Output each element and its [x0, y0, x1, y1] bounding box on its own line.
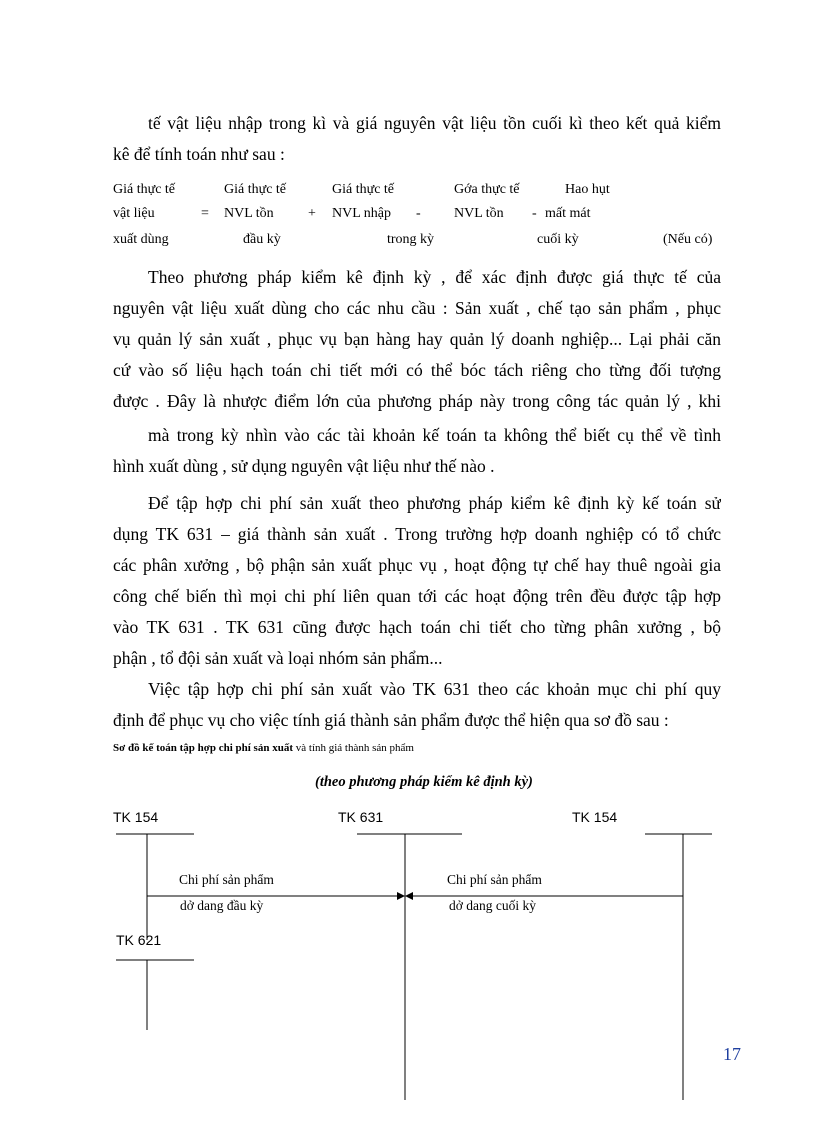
formula-col1-line3: xuất dùng	[113, 232, 169, 247]
formula-col3-line1: Giá thực tế	[332, 182, 395, 197]
paragraph-line: Việc tập hợp chi phí sản xuất vào TK 631 theo các khoản mục chi phí quy	[148, 679, 721, 699]
left-flow-label-1: Chi phí sản phẩm	[179, 872, 274, 887]
right-flow-label-1: Chi phí sản phẩm	[447, 872, 542, 887]
paragraph-line: Để tập hợp chi phí sản xuất theo phương pháp kiểm kê định kỳ kế toán sử	[148, 493, 721, 513]
left-flow-label-2: dở dang đầu kỳ	[180, 898, 264, 913]
formula-col4-line1: Gớa thực tế	[454, 182, 520, 197]
formula-col1-line1: Giá thực tế	[113, 182, 176, 197]
formula-col2-line2: NVL tồn	[224, 206, 274, 221]
paragraph-line: định để phục vụ cho việc tính giá thành sản phẩm được thể hiện qua sơ đồ sau :	[113, 710, 669, 730]
paragraph-line: nguyên vật liệu xuất dùng cho các nhu cầu : Sản xuất , chế tạo sản phẩm , phục	[113, 298, 721, 318]
right-flow-label-2: dở dang cuối kỳ	[449, 898, 536, 913]
paragraph-line: vụ quản lý sản xuất , phục vụ bạn hàng hay quản lý doanh nghiệp... Lại phải căn	[113, 329, 721, 349]
paragraph-line: các phân xưởng , bộ phận sản xuất phục vụ , hoạt động tự chế hay thuê ngoài gia	[113, 555, 721, 575]
paragraph-line: tế vật liệu nhập trong kì và giá nguyên vật liệu tồn cuối kì theo kết quả kiểm	[148, 113, 721, 133]
formula-op-equals: =	[201, 206, 209, 221]
diagram-title-normal: và tính giá thành sản phẩm	[293, 742, 414, 754]
formula-col3-line2: NVL nhập	[332, 206, 391, 221]
paragraph-line: hình xuất dùng , sử dụng nguyên vật liệu như thế nào .	[113, 456, 495, 476]
formula-col5-line1: Hao hụt	[565, 182, 610, 197]
formula-op-plus: +	[308, 206, 316, 221]
tk631-label: TK 631	[338, 809, 384, 825]
paragraph-line: được . Đây là nhược điểm lớn của phương pháp này trong công tác quản lý , khi	[113, 391, 721, 411]
tk621-label: TK 621	[116, 932, 162, 948]
paragraph-line: công chế biến thì mọi chi phí liên quan tới các hoạt động trên đều được tập hợp	[113, 586, 721, 606]
formula-col3-line3: trong kỳ	[387, 232, 435, 247]
paragraph-line: Theo phương pháp kiểm kê định kỳ , để xác định được giá thực tế của	[148, 267, 721, 287]
paragraph-line: phận , tổ đội sản xuất và loại nhóm sản phẩm...	[113, 648, 443, 668]
paragraph-line: kê để tính toán như sau :	[113, 144, 285, 164]
formula-col1-line2: vật liệu	[113, 206, 155, 221]
diagram-title-bold: Sơ đồ kế toán tập hợp chi phí sản xuất	[113, 742, 293, 754]
diagram-subtitle: (theo phương pháp kiểm kê định kỳ)	[315, 774, 533, 790]
tk154-right-label: TK 154	[572, 809, 618, 825]
tk154-left-label: TK 154	[113, 809, 159, 825]
formula-note: (Nếu có)	[663, 232, 713, 247]
formula-col4-line3: cuối kỳ	[537, 232, 579, 247]
paragraph-line: dụng TK 631 – giá thành sản xuất . Trong trường hợp doanh nghiệp có tổ chức	[113, 524, 721, 544]
paragraph-line: cứ vào số liệu hạch toán chi tiết mới có thể bóc tách riêng cho từng đối tượng	[113, 360, 721, 380]
arrowhead-right	[405, 892, 413, 900]
formula-op-minus-2: -	[532, 206, 537, 221]
paragraph-line: mà trong kỳ nhìn vào các tài khoản kế toán ta không thể biết cụ thể về tình	[148, 425, 721, 445]
arrowhead-left	[397, 892, 405, 900]
formula-col4-line2: NVL tồn	[454, 206, 504, 221]
formula-col2-line1: Giá thực tế	[224, 182, 287, 197]
formula-col5-line2: mất mát	[545, 206, 591, 221]
formula-col2-line3: đầu kỳ	[243, 232, 281, 247]
paragraph-line: vào TK 631 . TK 631 cũng được hạch toán chi tiết cho từng phân xưởng , bộ	[113, 617, 721, 637]
page-number: 17	[723, 1044, 741, 1064]
formula-op-minus-1: -	[416, 206, 421, 221]
